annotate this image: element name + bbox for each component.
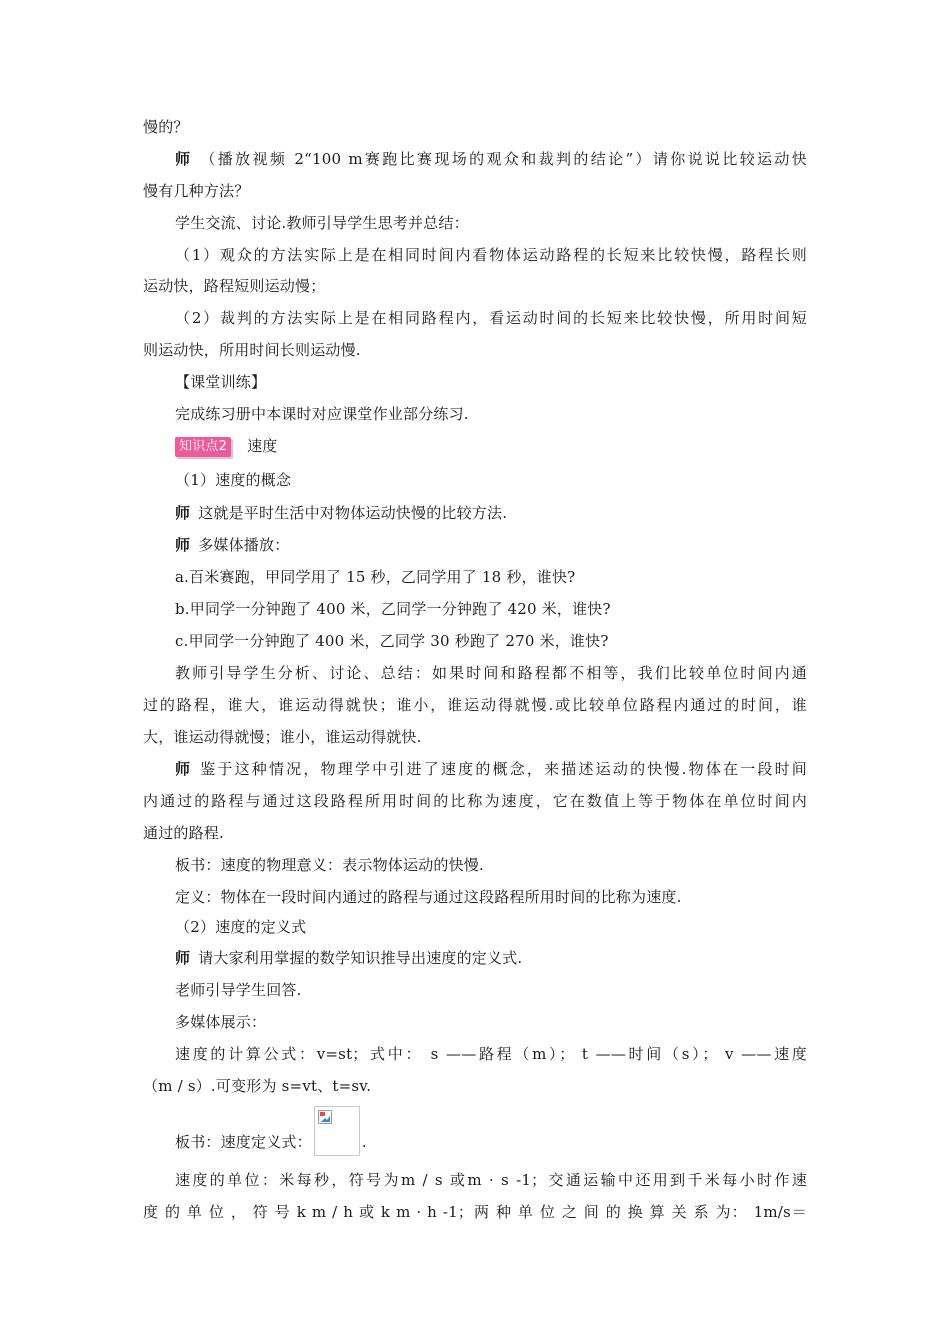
paragraph-line [175, 149, 807, 169]
paragraph-line [175, 759, 807, 779]
text: 请大家利用掌握的数学知识推导出速度的定义式. [198, 949, 523, 967]
text: 慢的？ [143, 118, 189, 136]
paragraph-line [175, 980, 807, 1000]
speaker-label: 师 [175, 536, 191, 554]
paragraph-line [175, 887, 807, 907]
paragraph-line [175, 503, 807, 523]
paragraph-line [143, 695, 807, 715]
paragraph-line [175, 245, 807, 265]
text: 板书：速度定义式： [175, 1133, 312, 1151]
paragraph-line [143, 791, 807, 811]
formula-image [314, 1106, 360, 1156]
knowledge-point-badge: 知识点2 [175, 437, 231, 457]
section-heading [175, 372, 807, 392]
text: 通过的路程. [143, 824, 224, 842]
paragraph-line [143, 340, 807, 360]
speaker-label: 师 [175, 949, 191, 967]
paragraph-line [175, 1170, 807, 1190]
text: a.百米赛跑，甲同学用了 15 秒，乙同学用了 18 秒，谁快? [175, 568, 576, 586]
text: 大，谁运动得就慢；谁小，谁运动得就快. [143, 728, 422, 746]
text: 多媒体展示： [175, 1013, 267, 1031]
paragraph-line [175, 948, 807, 968]
text: 过的路程，谁大，谁运动得就快；谁小，谁运动得就慢.或比较单位路程内通过的时间，谁 [143, 696, 807, 714]
text: 板书：速度的物理意义：表示物体运动的快慢. [175, 856, 484, 874]
text: c.甲同学一分钟跑了 400 米，乙同学 30 秒跑了 270 米，谁快? [175, 632, 609, 650]
text: 这就是平时生活中对物体运动快慢的比较方法. [198, 504, 508, 522]
paragraph-line [143, 727, 807, 747]
text: 多媒体播放： [198, 536, 290, 554]
text: 速度的单位：米每秒，符号为m / s 或m · s -1；交通运输中还用到千米每小时作速 [175, 1171, 807, 1189]
text: 度 的 单 位 ， 符 号 k m / h 或 k m · h -1；两 种 单 位 之 间 的 换 算 关 系 为： 1m/s＝ [143, 1203, 807, 1221]
paragraph-line [175, 213, 807, 233]
text: （2）裁判的方法实际上是在相同路程内，看运动时间的长短来比较快慢，所用时间短 [175, 309, 807, 327]
broken-image-icon [318, 1110, 332, 1124]
text: （m / s）.可变形为 s=vt、t=sv. [143, 1077, 372, 1095]
text: （2）速度的定义式 [175, 918, 307, 936]
paragraph-line [143, 181, 807, 201]
paragraph-line [143, 823, 807, 843]
paragraph-line [175, 535, 807, 555]
text: 运动快，路程短则运动慢； [143, 277, 326, 295]
paragraph-line [175, 855, 807, 875]
paragraph-line [143, 276, 807, 296]
paragraph-line [175, 308, 807, 328]
text: 老师引导学生回答. [175, 981, 302, 999]
text: 【课堂训练】 [175, 373, 267, 391]
speaker-label: 师 [175, 150, 193, 168]
paragraph-line [143, 1076, 807, 1096]
text: . [361, 1133, 367, 1151]
paragraph-line [175, 663, 807, 683]
text: 慢有几种方法？ [143, 182, 250, 200]
list-item [175, 567, 807, 587]
text: 鉴于这种情况，物理学中引进了速度的概念，来描述运动的快慢.物体在一段时间 [200, 760, 807, 778]
text: 速度的计算公式：v=st；式中： s ——路程（m）； t ——时间（s）； v ——速度 [175, 1045, 807, 1063]
subheading [175, 917, 807, 937]
paragraph-line [143, 1202, 807, 1222]
text: （1）观众的方法实际上是在相同时间内看物体运动路程的长短来比较快慢，路程长则 [175, 246, 807, 264]
paragraph-line [175, 1012, 807, 1032]
knowledge-point-heading [175, 436, 807, 457]
speaker-label: 师 [175, 504, 191, 522]
text: 则运动快，所用时间长则运动慢. [143, 341, 361, 359]
speaker-label: 师 [175, 760, 193, 778]
text: 教师引导学生分析、讨论、总结：如果时间和路程都不相等，我们比较单位时间内通 [175, 664, 807, 682]
paragraph-line [175, 404, 807, 424]
text: 完成练习册中本课时对应课堂作业部分练习. [175, 405, 469, 423]
list-item [175, 599, 807, 619]
text: 内通过的路程与通过这段路程所用时间的比称为速度，它在数值上等于物体在单位时间内 [143, 792, 807, 810]
text: （播放视频 2“100 m赛跑比赛现场的观众和裁判的结论”）请你说说比较运动快 [200, 150, 807, 168]
text: 速度 [247, 437, 278, 455]
text: 学生交流、讨论.教师引导学生思考并总结： [175, 214, 469, 232]
paragraph-line [175, 1106, 807, 1156]
text: b.甲同学一分钟跑了 400 米，乙同学一分钟跑了 420 米，谁快? [175, 600, 611, 618]
paragraph-line [175, 1044, 807, 1064]
list-item [175, 631, 807, 651]
text: （1）速度的概念 [175, 471, 292, 489]
text: 定义：物体在一段时间内通过的路程与通过这段路程所用时间的比称为速度. [175, 888, 682, 906]
subheading [175, 470, 807, 490]
paragraph-line [143, 117, 807, 137]
